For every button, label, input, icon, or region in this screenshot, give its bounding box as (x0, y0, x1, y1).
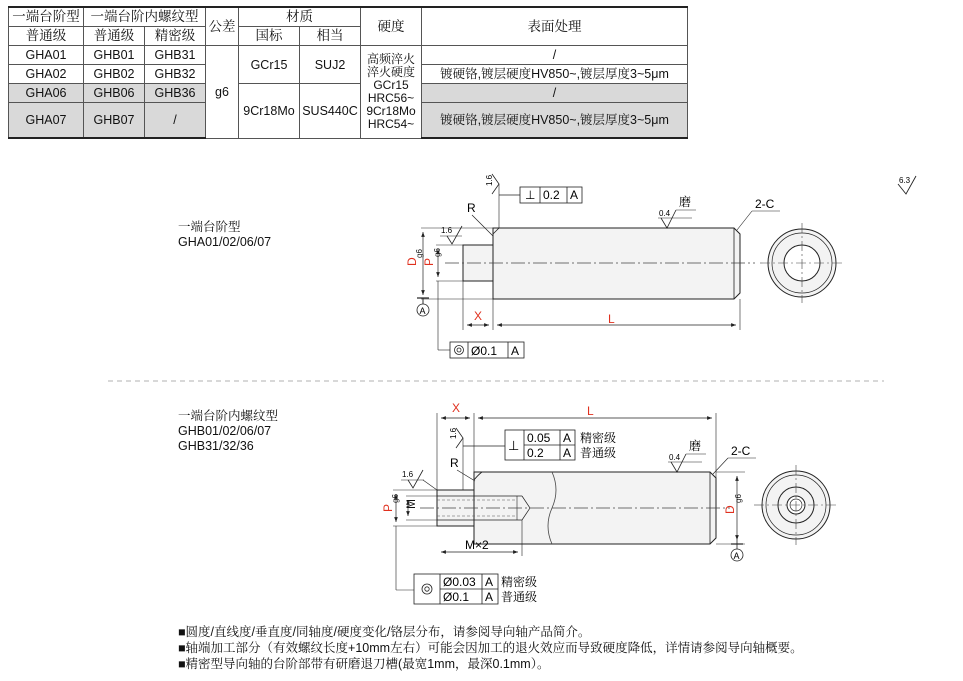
drawing2-end-view (754, 465, 838, 545)
drawing2-conc-datum-1: A (485, 575, 494, 589)
roughness-general-value: 6.3 (899, 176, 911, 185)
drawing2-dim-d-sub: g6 (734, 494, 743, 503)
hardness-line: 9Cr18Mo (366, 103, 416, 118)
drawing2-perp-prec: 0.05 (527, 431, 551, 445)
cell-ghb06: GHB06 (84, 84, 145, 103)
drawing2-perp-datum-2: A (563, 446, 572, 460)
notes (178, 624, 803, 672)
drawing1-ground-label: 磨 (679, 195, 692, 209)
drawing1-roughness-step-value: 1.6 (441, 226, 453, 235)
drawing1-chamfer (737, 197, 780, 230)
drawing1-roughness-step (440, 226, 462, 244)
drawing2-dim-p-sub: g6 (391, 494, 400, 503)
drawing2-dim-x: X (452, 401, 461, 415)
drawing1-dim-d-sub: g6 (415, 249, 424, 258)
note-line: ■轴端加工部分（有效螺纹长度+10mm左右）可能会因加工的退火效应而导致硬度降低，详情请参阅导向轴概要。 (178, 641, 803, 655)
drawing2-ground-label: 磨 (689, 439, 702, 453)
th-mat-eq: 相当 (300, 27, 361, 46)
drawing1-roughness-ground-value: 0.4 (659, 209, 671, 218)
hardness-line: HRC54~ (367, 116, 415, 131)
drawing2-shaft (420, 472, 730, 544)
drawing2-conc-std-label: 普通级 (501, 590, 538, 604)
cell-ghb01: GHB01 (84, 46, 145, 65)
drawing2-perp-std-label: 普通级 (580, 446, 617, 460)
drawing2-dim-m: M (404, 499, 418, 509)
drawing1-dim-p: P (422, 257, 436, 266)
drawing1-roughness-face-value: 1.6 (485, 174, 494, 186)
hardness-line: 高频淬火 (366, 51, 415, 66)
drawing2-perp-prec-label: 精密级 (580, 431, 617, 445)
drawing2-conc-std: Ø0.1 (443, 590, 470, 604)
th-material: 材质 (239, 7, 361, 27)
drawing1-roughness-ground (658, 194, 696, 228)
drawing1-dim-l: L (608, 312, 615, 326)
th-standard-2: 普通级 (84, 27, 145, 46)
cell-gha06: GHA06 (9, 84, 84, 103)
cell-mat2-eq: SUS440C (300, 84, 361, 139)
drawing2-conc-datum-2: A (485, 590, 494, 604)
th-thread-type: 一端台阶内螺纹型 (84, 7, 206, 27)
drawing1-title: 一端台阶型 (178, 220, 241, 234)
cell-mat1-gb: GCr15 (239, 46, 300, 84)
cell-mat1-eq: SUJ2 (300, 46, 361, 84)
drawing2-title: 一端台阶内螺纹型 (178, 409, 279, 423)
drawing1-perp-datum: A (570, 188, 579, 202)
cell-ghb36: GHB36 (145, 84, 206, 103)
cell-gha02: GHA02 (9, 65, 84, 84)
cell-tolerance: g6 (206, 46, 239, 139)
cell-ghb32: GHB32 (145, 65, 206, 84)
drawing2-chamfer (713, 444, 756, 474)
th-standard: 普通级 (9, 27, 84, 46)
drawing2-dim-l: L (587, 404, 594, 418)
cell-ghb-slash: / (145, 103, 206, 139)
cell-ghb31: GHB31 (145, 46, 206, 65)
drawing1-perp-symbol: ⊥ (525, 188, 536, 202)
drawing1-dim-d: D (405, 257, 419, 266)
drawing1-r-label: R (467, 201, 476, 215)
drawing1-dim-p-sub: g6 (433, 248, 442, 257)
roughness-general-symbol (898, 176, 916, 194)
drawing2-models1: GHB01/02/06/07 (178, 424, 272, 438)
cell-surface-2: 镀硬铬,镀层硬度HV850~,镀层厚度3~5μm (422, 65, 688, 84)
cell-ghb07: GHB07 (84, 103, 145, 139)
drawing2-perp-datum-1: A (563, 431, 572, 445)
drawing2-dim-d: D (723, 505, 737, 514)
drawing2-dim-mx2: M×2 (465, 538, 489, 552)
cell-mat2-gb: 9Cr18Mo (239, 84, 300, 139)
drawing2-roughness-face-value: 1.6 (449, 427, 458, 439)
drawing1-roughness-face (485, 174, 499, 228)
cell-surface-3: / (422, 84, 688, 103)
drawing2-conc-prec-label: 精密级 (501, 575, 538, 589)
drawing2-conc-prec: Ø0.03 (443, 575, 476, 589)
th-precision: 精密级 (145, 27, 206, 46)
drawing1-conc-value: Ø0.1 (471, 344, 498, 358)
drawing1-conc-datum: A (511, 344, 520, 358)
drawing2-roughness-step (401, 470, 437, 490)
cell-surface-1: / (422, 46, 688, 65)
drawing1-shaft (445, 228, 755, 299)
hardness-line: GCr15 (373, 77, 409, 92)
note-line: ■圆度/直线度/垂直度/同轴度/硬度变化/铬层分布，请参阅导向轴产品简介。 (178, 625, 591, 639)
drawing1-models: GHA01/02/06/07 (178, 235, 272, 249)
th-mat-gb: 国标 (239, 27, 300, 46)
drawing2-roughness-step-value: 1.6 (402, 470, 414, 479)
th-hardness: 硬度 (361, 7, 422, 46)
drawing2-datum-a: A (733, 551, 740, 561)
th-tolerance: 公差 (206, 7, 239, 46)
drawing2-dim-p: P (381, 503, 395, 512)
drawing2-perpendicularity-frame (463, 430, 616, 460)
drawing1-datum-a: A (419, 306, 426, 316)
cell-gha07: GHA07 (9, 103, 84, 139)
note-line: ■精密型导向轴的台阶部带有研磨退刀槽(最宽1mm，最深0.1mm）。 (178, 657, 550, 671)
cell-ghb02: GHB02 (84, 65, 145, 84)
hardness-line: 淬火硬度 (366, 64, 415, 79)
drawing1-perp-value: 0.2 (543, 188, 560, 202)
th-surface: 表面处理 (422, 7, 688, 46)
drawing2-perp-symbol: ⊥ (508, 438, 520, 453)
drawing1-chamfer-label: 2-C (755, 197, 775, 211)
drawing2-r-label: R (450, 456, 459, 470)
drawing2-models2: GHB31/32/36 (178, 439, 254, 453)
cell-surface-4: 镀硬铬,镀层硬度HV850~,镀层厚度3~5μm (422, 103, 688, 139)
drawing1-dim-x: X (474, 309, 483, 323)
drawing2-roughness-ground-value: 0.4 (669, 453, 681, 462)
drawing2-chamfer-label: 2-C (731, 444, 751, 458)
drawing2-roughness-ground (668, 438, 706, 472)
hardness-line: HRC56~ (367, 90, 415, 105)
drawing1-end-view (760, 223, 844, 303)
drawing2-perp-std: 0.2 (527, 446, 544, 460)
th-step-type: 一端台阶型 (9, 7, 84, 27)
cell-gha01: GHA01 (9, 46, 84, 65)
drawing1-perpendicularity-frame (499, 187, 582, 203)
